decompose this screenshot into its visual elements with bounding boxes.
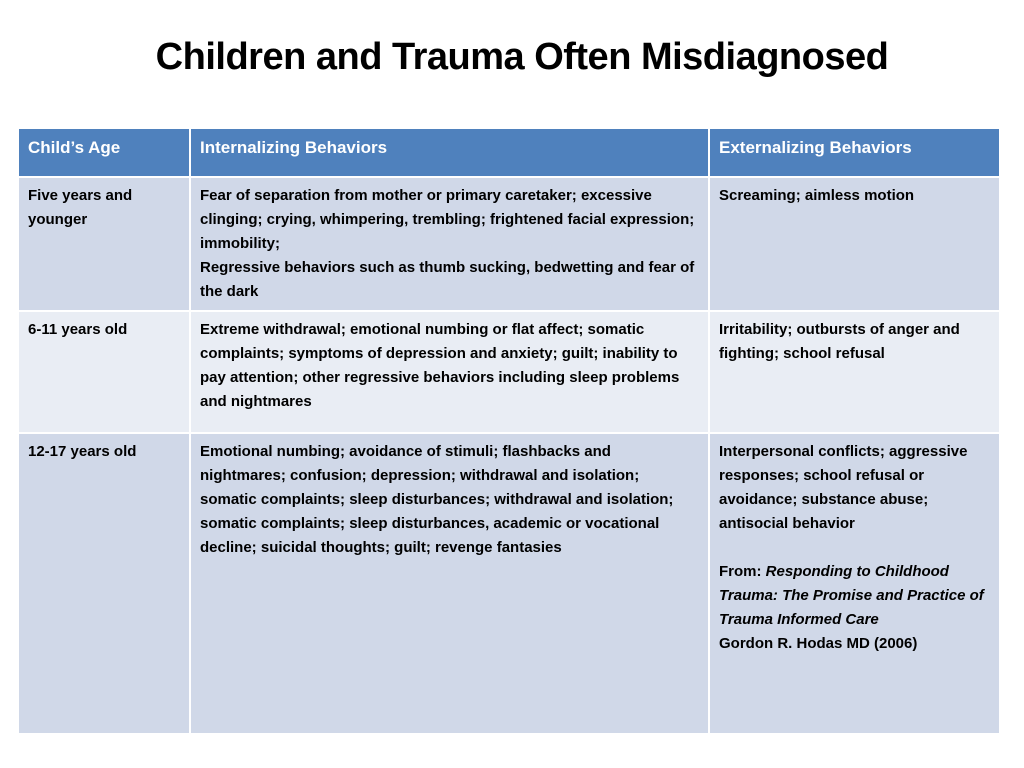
slide-title: Children and Trauma Often Misdiagnosed — [155, 36, 889, 78]
externalizing-cell — [709, 433, 1000, 734]
table-row — [18, 433, 1000, 734]
spacer — [719, 536, 990, 560]
externalizing-cell: Irritability; outbursts of anger and fighting; school refusal — [709, 311, 1000, 433]
internalizing-cell — [190, 177, 709, 311]
header-childs-age: Child’s Age — [18, 128, 190, 177]
internalizing-text: Fear of separation from mother or primary caretaker; excessive clinging; crying, whimpering, trembling; frightened facial expression; immobility; — [200, 187, 695, 252]
internalizing-cell: Extreme withdrawal; emotional numbing or flat affect; somatic complaints; symptoms of depression and anxiety; guilt; inability to pay attention; other regressive behaviors including sleep problems and nightmares — [190, 311, 709, 433]
header-internalizing-behaviors: Internalizing Behaviors — [190, 128, 709, 177]
citation-source-title: Responding to Childhood Trauma: The Promise and Practice of Trauma Informed Care — [719, 563, 984, 628]
age-cell: 12-17 years old — [18, 433, 190, 734]
citation-author: Gordon R. Hodas MD (2006) — [719, 635, 918, 652]
age-cell: 6-11 years old — [18, 311, 190, 433]
table-row — [18, 311, 1000, 433]
internalizing-text: Regressive behaviors such as thumb sucking, bedwetting and fear of the dark — [200, 259, 695, 300]
citation — [719, 560, 990, 632]
behaviors-table — [17, 127, 1001, 735]
externalizing-text: Interpersonal conflicts; aggressive responses; school refusal or avoidance; substance abuse; antisocial behavior — [719, 443, 968, 532]
externalizing-cell: Screaming; aimless motion — [709, 177, 1000, 311]
age-cell: Five years and younger — [18, 177, 190, 311]
table-row — [18, 177, 1000, 311]
internalizing-cell: Emotional numbing; avoidance of stimuli; flashbacks and nightmares; confusion; depression; withdrawal and isolation; somatic complaints; sleep disturbances; withdrawal and isolation; somatic complaints; sleep disturbances, academic or vocational decline; suicidal thoughts; guilt; revenge fantasies — [190, 433, 709, 734]
header-externalizing-behaviors: Externalizing Behaviors — [709, 128, 1000, 177]
table-header-row — [18, 128, 1000, 177]
citation-prefix: From: — [719, 563, 766, 580]
